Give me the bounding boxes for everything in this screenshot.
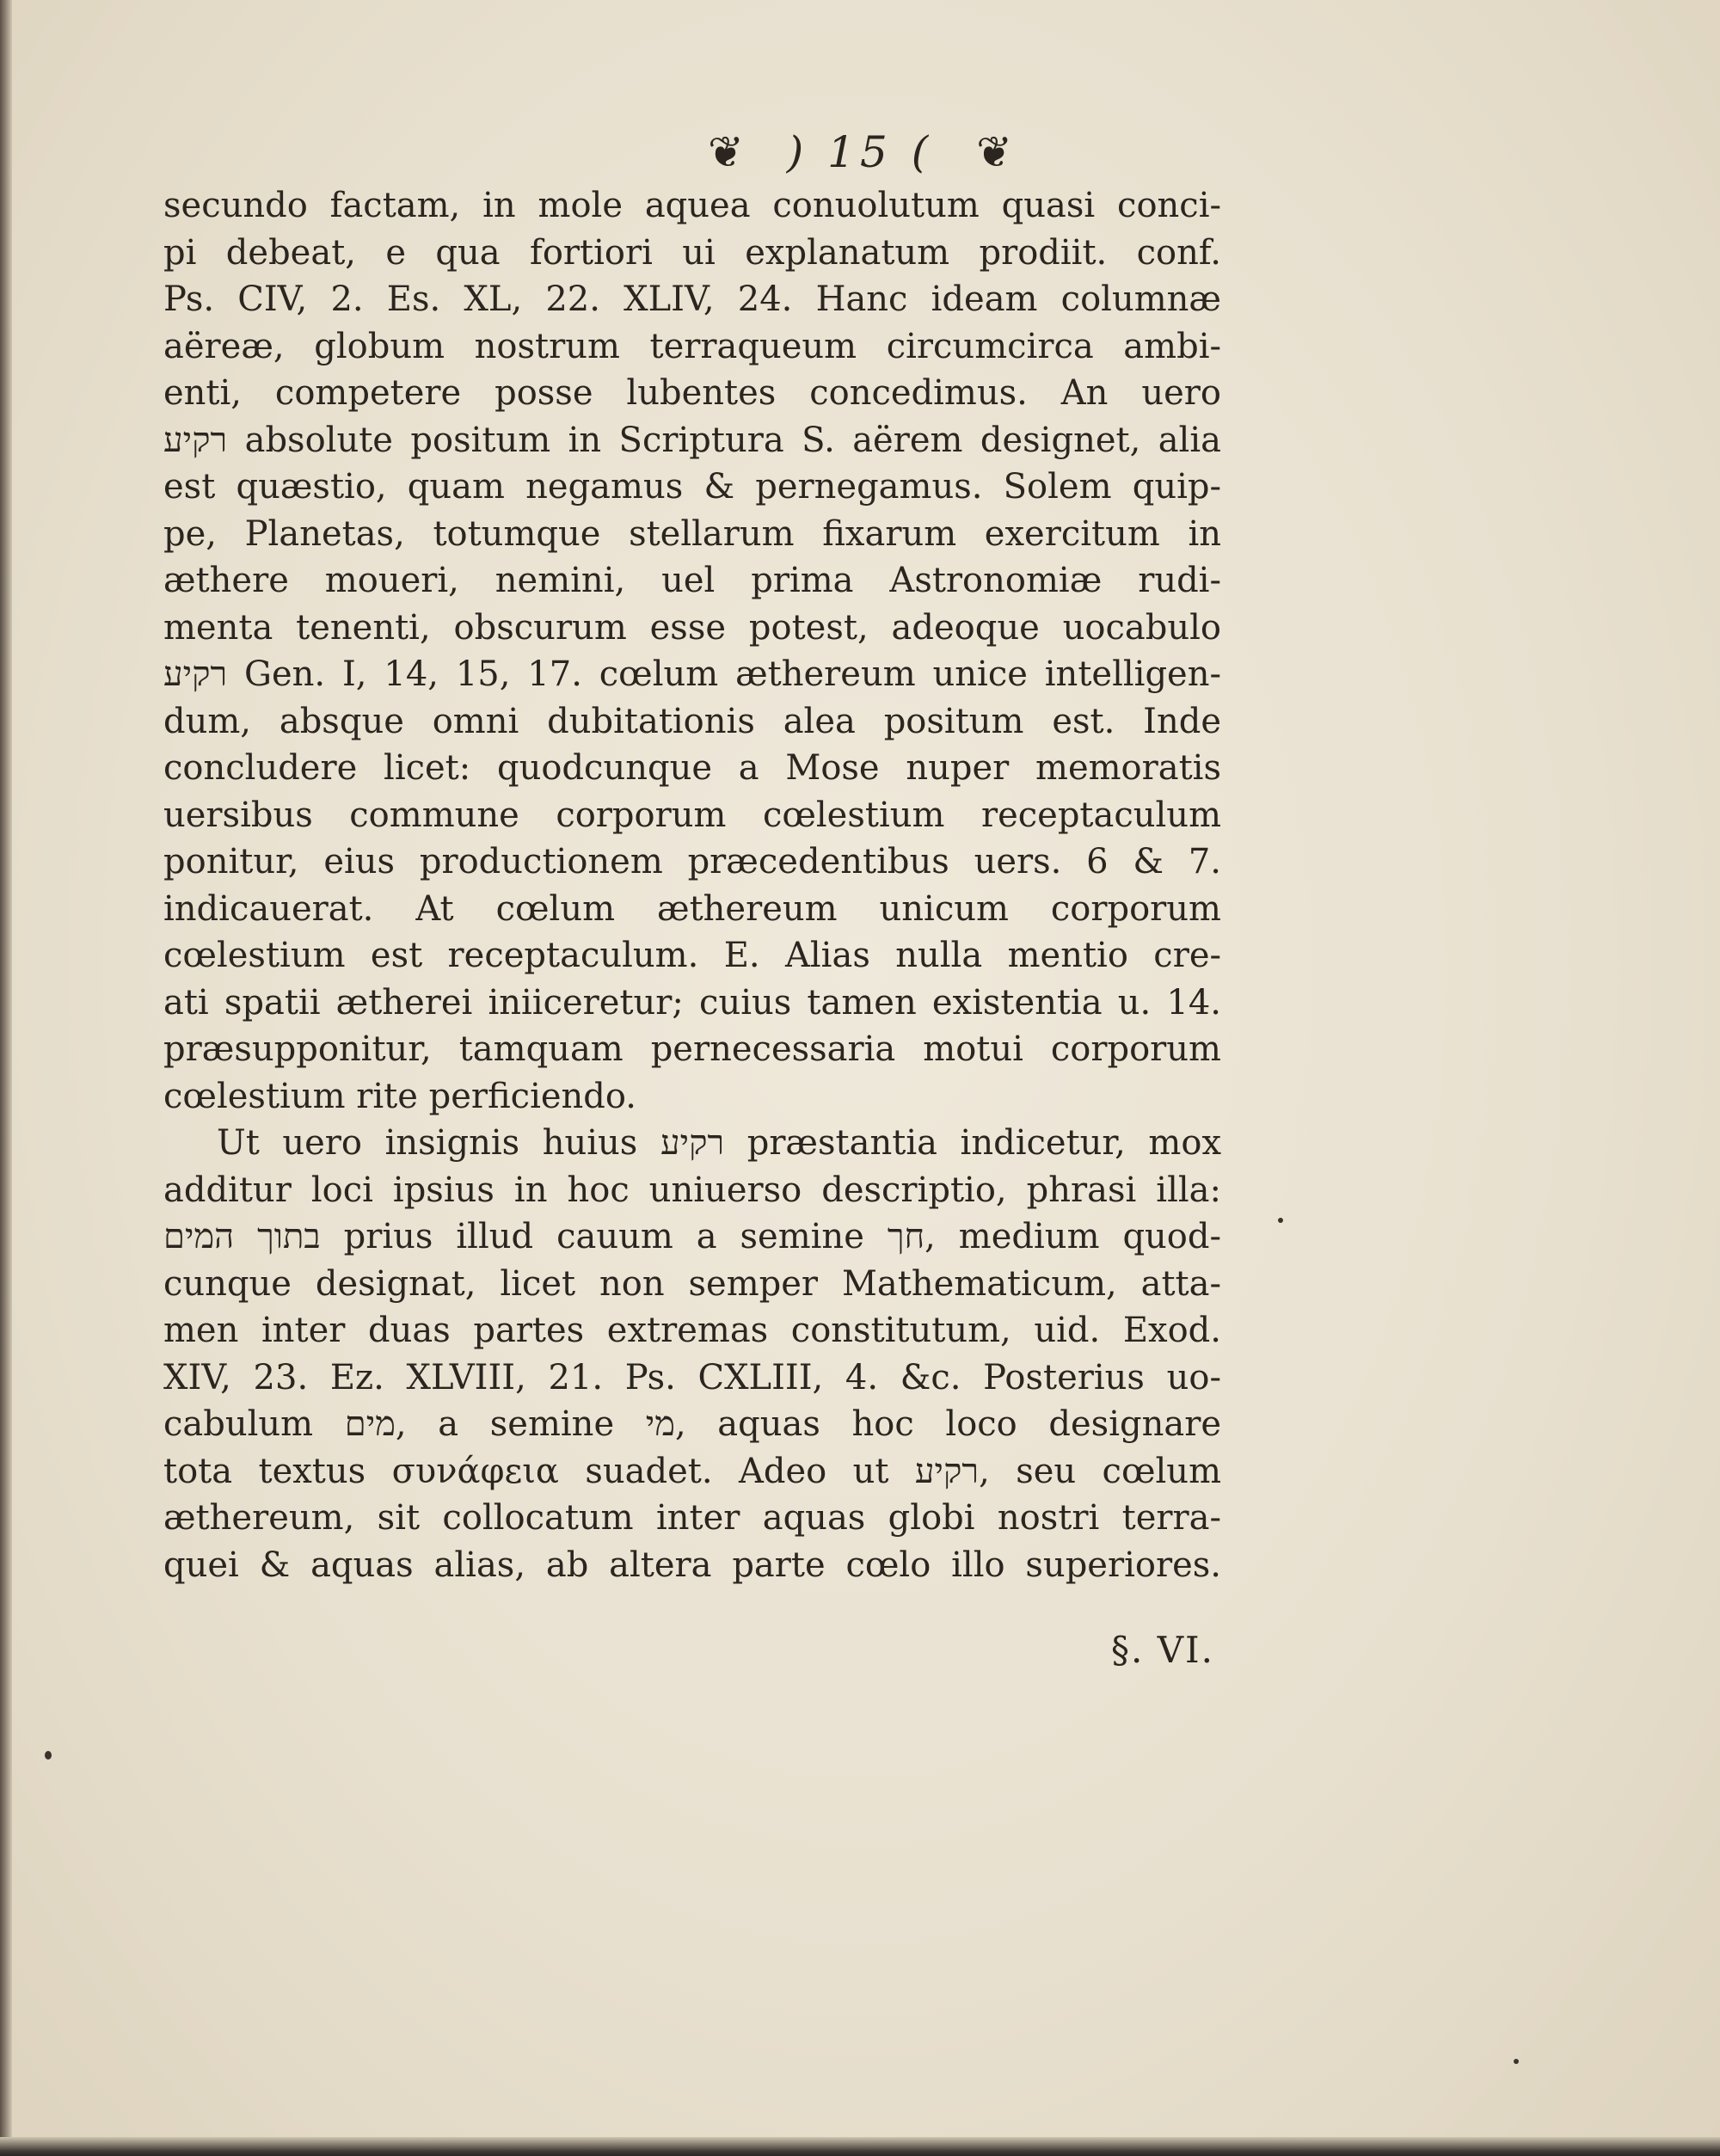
catchword: §. VI. [1111, 1629, 1214, 1671]
text-line: cabulum מים, a semine מי, aquas hoc loco designare [163, 1404, 1222, 1444]
text-line: est quæstio, quam negamus & pernegamus. Solem quip- [163, 467, 1221, 507]
ornament-left-icon: ❦ [707, 127, 744, 177]
text-line: concludere licet: quodcunque a Mose nuper memoratis [163, 748, 1221, 788]
text-line: רקיע Gen. I, 14, 15, 17. cœlum æthereum unice intelligen- [163, 654, 1221, 694]
text-line: XIV, 23. Ez. XLVIII, 21. Ps. CXLIII, 4. &c. Posterius uo- [163, 1357, 1221, 1397]
text-line: secundo factam, in mole aquea conuolutum quasi conci- [163, 186, 1221, 225]
text-line: ati spatii ætherei iniiceretur; cuius tamen existentia u. 14. [163, 982, 1221, 1023]
text-line: dum, absque omni dubitationis alea positum est. Inde [163, 701, 1221, 741]
text-line: cunque designat, licet non semper Mathematicum, atta- [163, 1263, 1221, 1304]
page-bottom-edge [0, 2137, 1720, 2156]
body-text [163, 182, 1221, 1588]
ink-speck [45, 1751, 52, 1760]
text-line: indicauerat. At cœlum æthereum unicum corporum [163, 888, 1221, 929]
ink-speck [1278, 1218, 1283, 1223]
text-line: pi debeat, e qua fortiori ui explanatum prodiit. conf. [163, 232, 1221, 273]
text-line: tota textus συνάφεια suadet. Adeo ut רקיע, seu cœlum [163, 1451, 1221, 1491]
text-line: menta tenenti, obscurum esse potest, adeoque uocabulo [163, 607, 1221, 648]
text-line: Ps. CIV, 2. Es. XL, 22. XLIV, 24. Hanc ideam columnæ [163, 279, 1221, 319]
text-line: men inter duas partes extremas constitutum, uid. Exod. [163, 1311, 1221, 1350]
text-line: בתוך המים prius illud cauum a semine חך, medium quod- [163, 1217, 1222, 1256]
text-line: præsupponitur, tamquam pernecessaria motui corporum [163, 1029, 1221, 1069]
text-line: additur loci ipsius in hoc uniuerso descriptio, phrasi illa: [163, 1170, 1221, 1210]
binding-edge [0, 0, 12, 2156]
text-line: enti, competere posse lubentes concedimus. An uero [163, 373, 1221, 413]
text-line: pe, Planetas, totumque stellarum fixarum exercitum in [163, 513, 1221, 554]
text-line: æthereum, sit collocatum inter aquas globi nostri terra- [163, 1498, 1221, 1538]
page-number: ) 15 ( [786, 127, 934, 177]
text-line: ponitur, eius productionem præcedentibus uers. 6 & 7. [163, 842, 1221, 881]
running-header [0, 119, 1720, 179]
text-line: cœlestium est receptaculum. E. Alias nulla mentio cre- [163, 936, 1221, 975]
ink-speck [1514, 2059, 1519, 2064]
text-line: quei & aquas alias, ab altera parte cœlo illo superiores. [163, 1545, 1221, 1585]
ornament-right-icon: ❦ [976, 127, 1013, 177]
text-line: cœlestium rite perficiendo. [163, 1076, 636, 1116]
paragraph-2 [163, 1120, 1221, 1588]
text-line: רקיע absolute positum in Scriptura S. aërem designet, alia [163, 420, 1221, 460]
text-line: Ut uero insignis huius רקיע præstantia indicetur, mox [217, 1123, 1221, 1163]
text-line: æthere moueri, nemini, uel prima Astronomiæ rudi- [163, 561, 1221, 600]
text-line: aëreæ, globum nostrum terraqueum circumcirca ambi- [163, 326, 1221, 366]
paragraph-1 [163, 182, 1221, 1120]
text-line: uersibus commune corporum cœlestium receptaculum [163, 795, 1221, 835]
